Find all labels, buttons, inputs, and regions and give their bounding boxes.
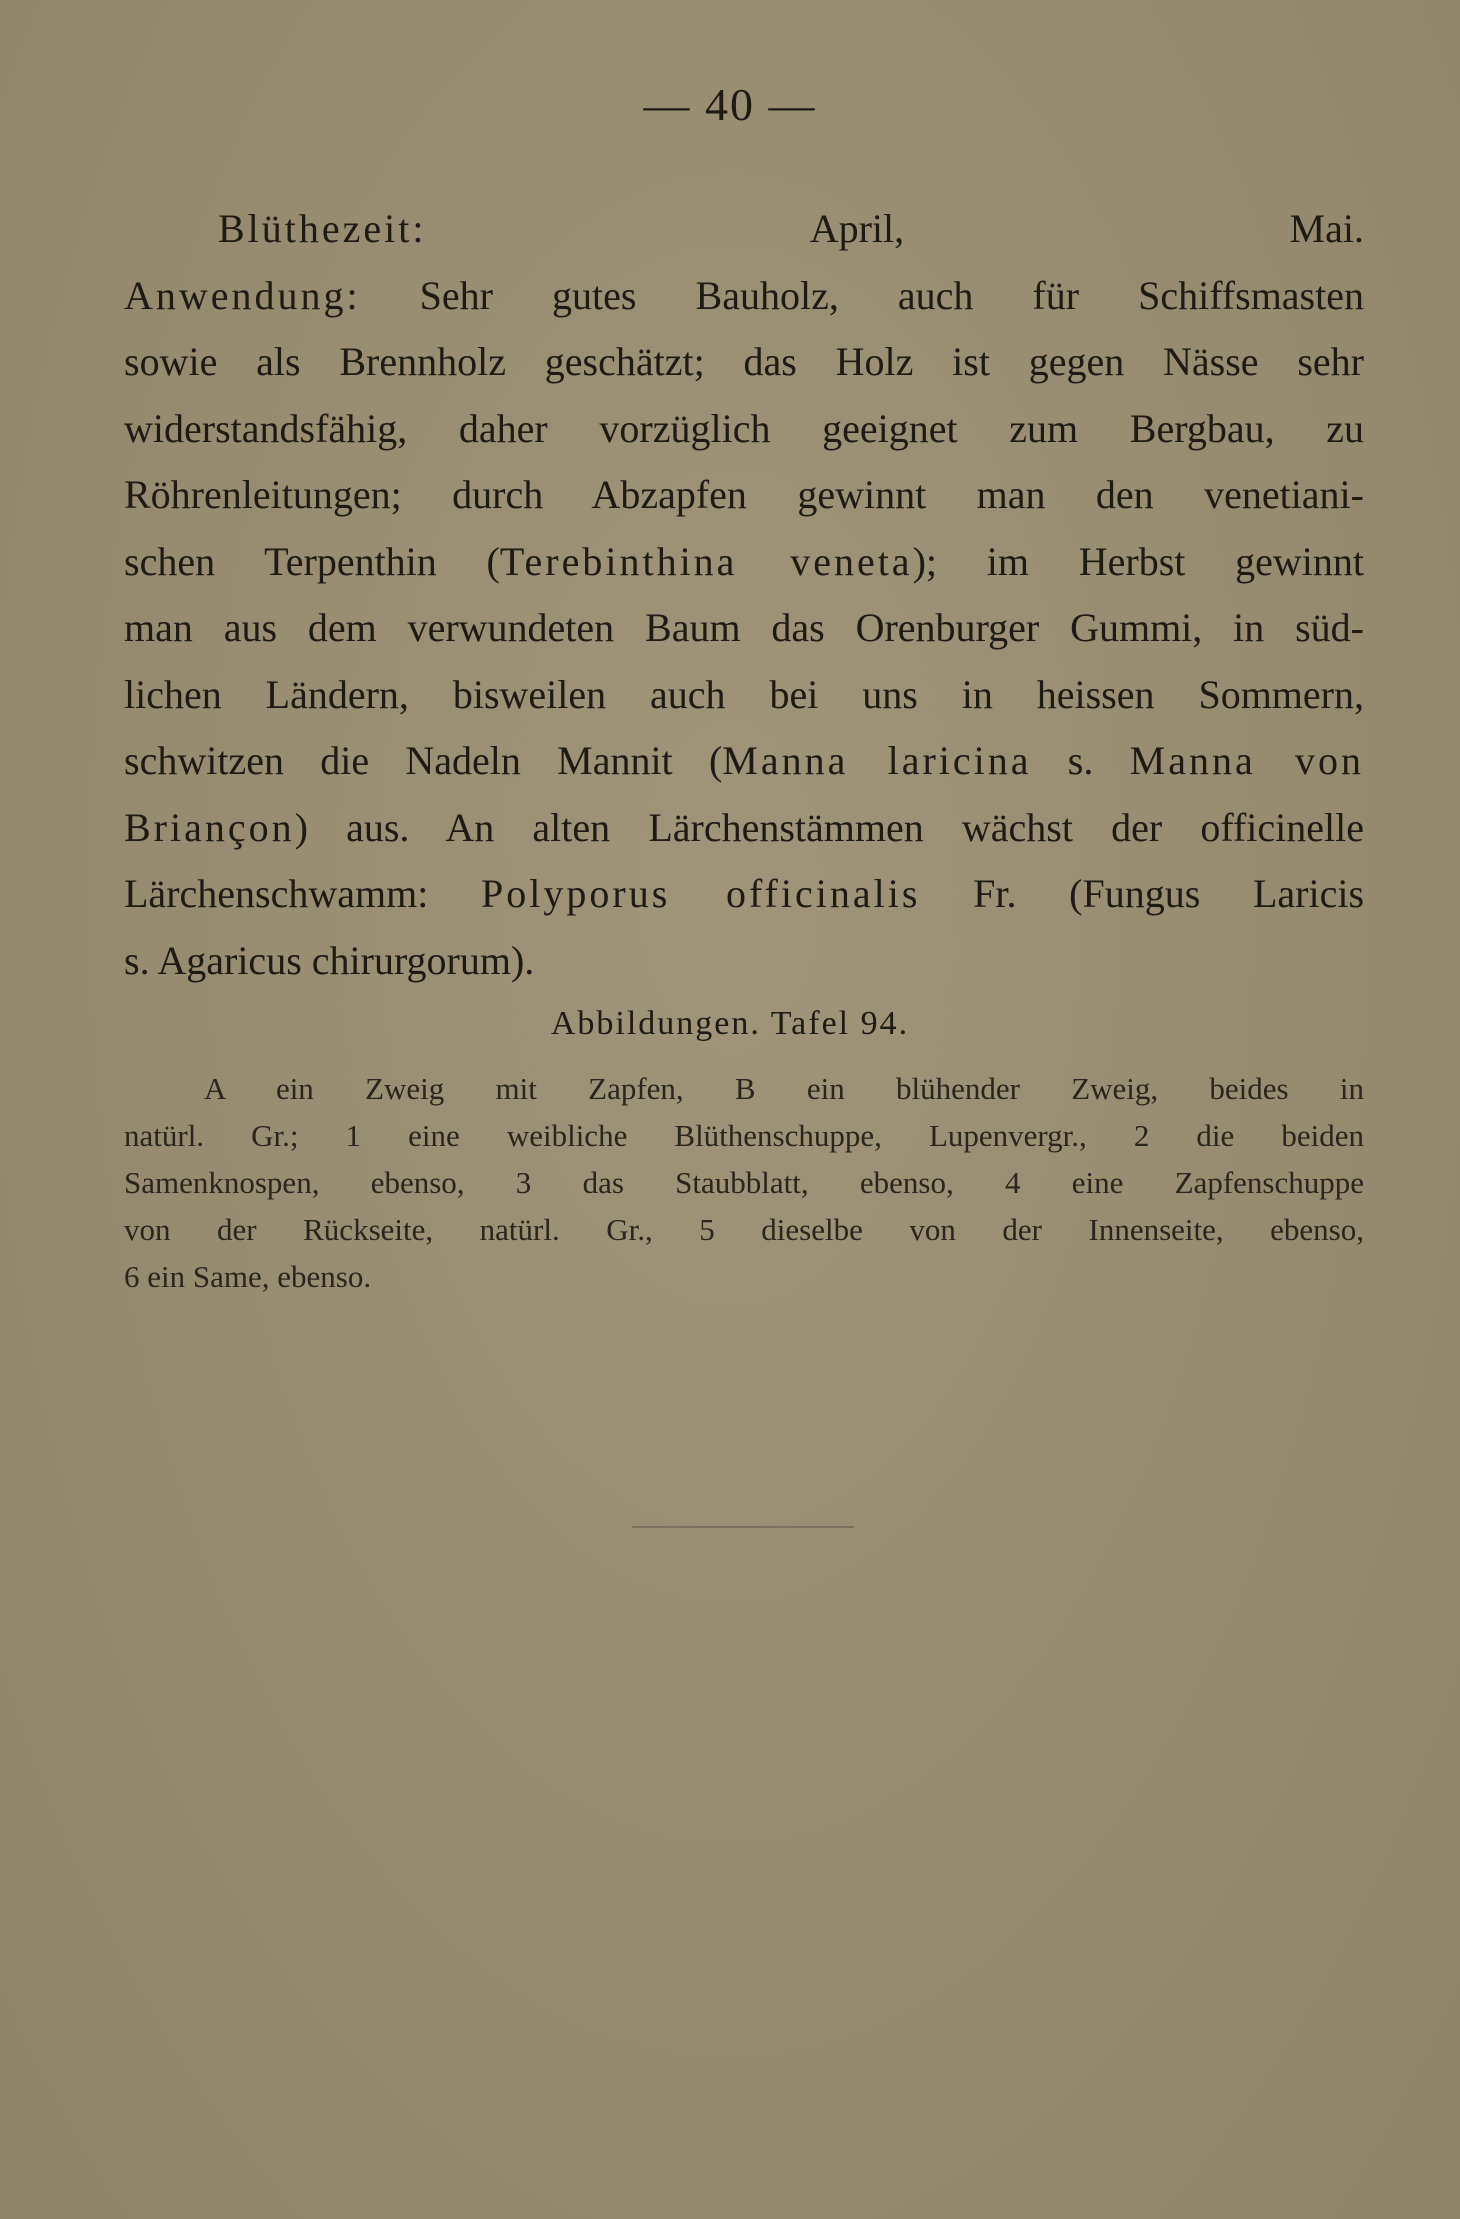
emphasized-text: Manna laricina (722, 738, 1032, 783)
body-line (124, 662, 1364, 729)
emphasized-text: Terebinthina veneta (499, 538, 913, 584)
text-run: schen Terpenthin ( (124, 538, 500, 584)
text-run: Sehr gutes Bauholz, auch für Schiffsmasten (360, 272, 1364, 318)
text-run: ); im Herbst gewinnt (912, 538, 1365, 584)
text-run: man aus dem verwundeten Baum das Orenburger Gummi, in süd- (124, 605, 1364, 650)
text-run: schwitzen die Nadeln Mannit ( (124, 738, 723, 783)
body-line (124, 595, 1364, 662)
body-line (124, 861, 1364, 928)
text-run: lichen Ländern, bisweilen auch bei uns in heissen Sommern, (124, 671, 1364, 717)
page-number: — 40 — (643, 79, 817, 130)
body-line (124, 462, 1364, 529)
body-line (124, 728, 1364, 795)
body-line (124, 529, 1364, 596)
figures-heading: Abbildungen. Tafel 94. (550, 1005, 910, 1042)
text-run: Lärchenschwamm: (124, 871, 482, 916)
body-line (124, 263, 1364, 330)
text-run: Röhrenleitungen; durch Abzapfen gewinnt man den venetiani- (124, 472, 1364, 517)
caption-line: natürl. Gr.; 1 eine weibliche Blüthenschuppe, Lupenvergr., 2 die beiden (124, 1118, 1364, 1153)
text-run: widerstandsfähig, daher vorzüglich geeignet zum Bergbau, zu (124, 405, 1364, 451)
body-line (124, 795, 1364, 862)
caption-line: A ein Zweig mit Zapfen, B ein blühender Zweig, beides in (204, 1071, 1364, 1106)
body-line (124, 329, 1364, 396)
caption-line: von der Rückseite, natürl. Gr., 5 dieselbe von der Innenseite, ebenso, (124, 1212, 1364, 1247)
text-run: s. Agaricus chirurgorum). (124, 937, 535, 983)
text-run: sowie als Brennholz geschätzt; das Holz ist gegen Nässe sehr (124, 339, 1364, 384)
emphasized-text: Anwendung: (124, 272, 361, 318)
body-line (124, 196, 1364, 263)
text-run: ) aus. An alten Lärchenstämmen wächst der officinelle (294, 804, 1364, 850)
body-line (124, 396, 1364, 463)
body-text (124, 196, 1364, 994)
text-run: Fr. (Fungus Laricis (920, 871, 1365, 916)
text-run: April, Mai. (426, 206, 1364, 251)
emphasized-text: Blüthezeit: (218, 206, 427, 251)
emphasized-text: Briançon (124, 804, 295, 850)
emphasized-text: Polyporus officinalis (481, 871, 921, 916)
text-run: s. (1031, 738, 1130, 783)
section-divider (632, 1526, 854, 1528)
caption-line: 6 ein Same, ebenso. (124, 1259, 372, 1294)
caption-line: Samenknospen, ebenso, 3 das Staubblatt, ebenso, 4 eine Zapfenschuppe (124, 1165, 1364, 1200)
figures-caption (124, 1065, 1364, 1300)
emphasized-text: Manna von (1129, 738, 1364, 783)
body-line (124, 928, 1364, 995)
